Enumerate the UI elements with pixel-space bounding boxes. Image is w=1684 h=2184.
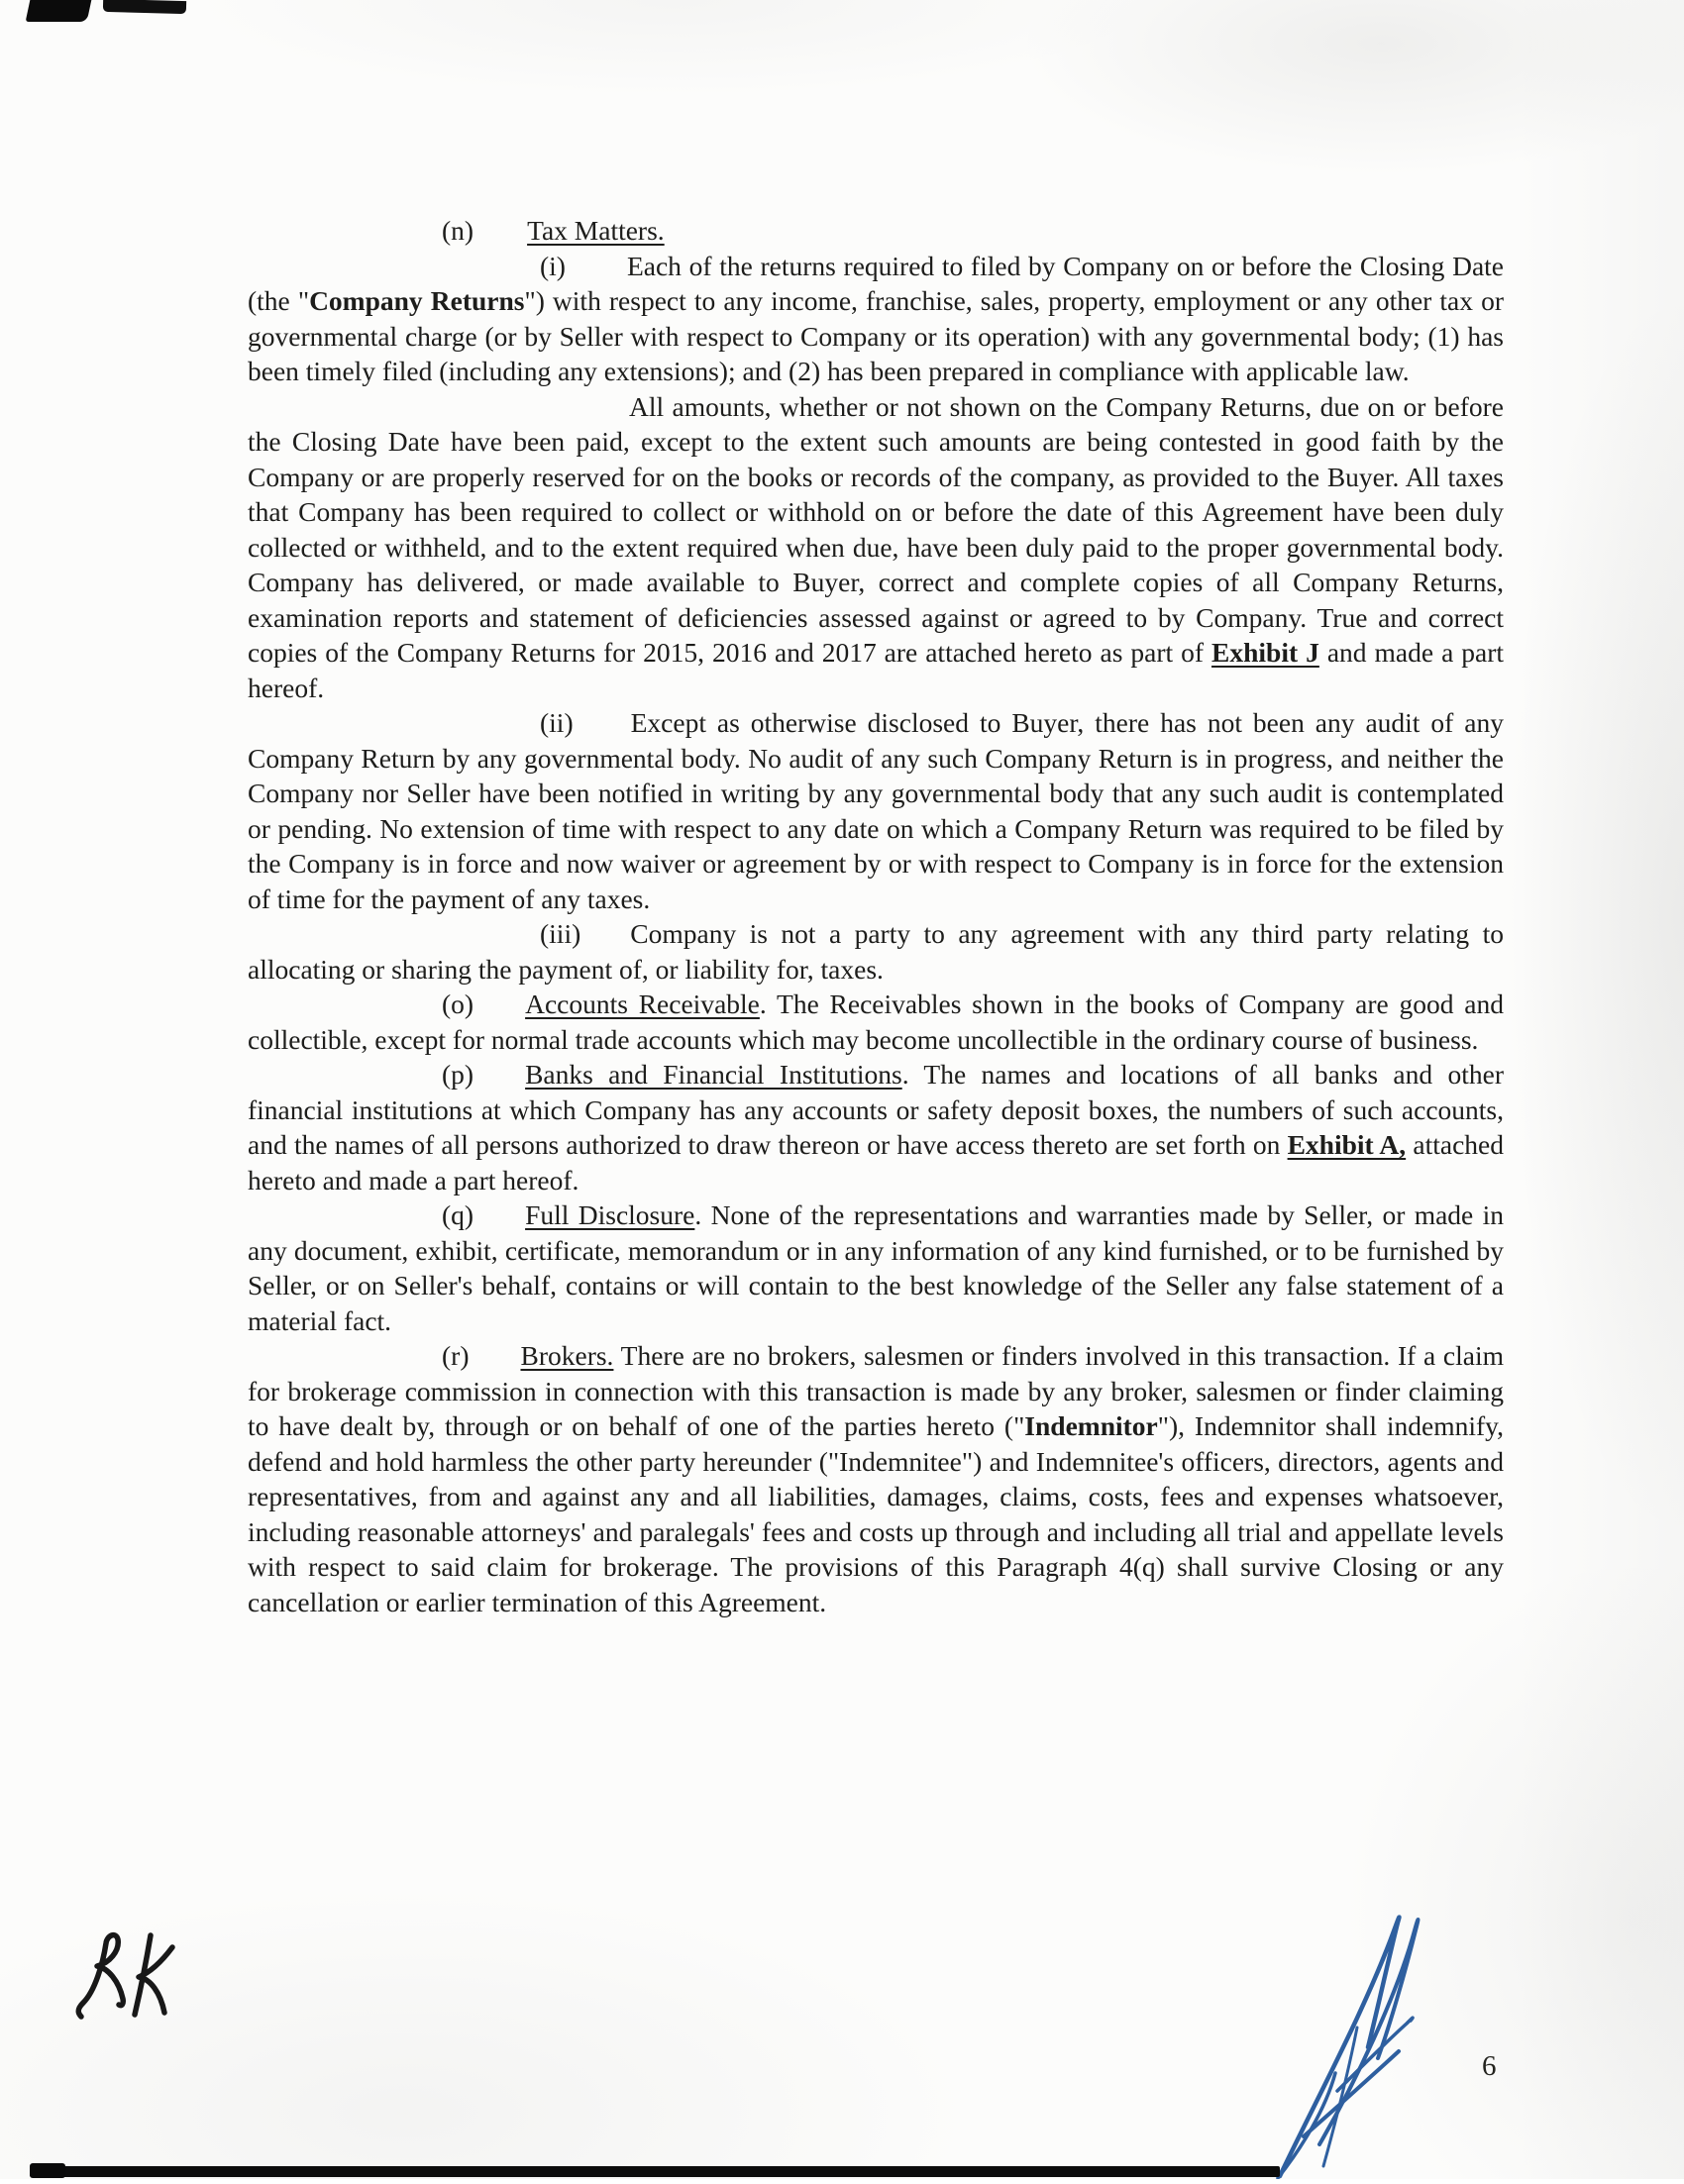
text-run: Each of the returns required to filed by Company on or before the Closing Date (the " xyxy=(248,250,1504,316)
text-run-u: Full Disclosure xyxy=(525,1199,695,1230)
text-run-u: Brokers. xyxy=(520,1340,614,1371)
paragraph-q-full-disclosure xyxy=(248,1197,1504,1338)
tab-spacer xyxy=(474,1012,525,1013)
text-run-u: Banks and Financial Institutions xyxy=(525,1059,902,1090)
handwritten-initials xyxy=(73,1929,187,2028)
paragraph-o-accounts-receivable xyxy=(248,987,1504,1057)
handwritten-signature xyxy=(1226,1818,1449,2179)
paragraph-n-iii xyxy=(248,916,1504,987)
tab-spacer xyxy=(574,731,631,732)
initials-rk-ink xyxy=(73,1929,187,2028)
tab-spacer xyxy=(474,1223,525,1224)
text-run: . The Receivables shown in the books of Company are good and collectible, except for normal trade accounts which may become uncollectible in the ordinary course of business. xyxy=(248,988,1505,1055)
text-run-bu: Exhibit J xyxy=(1211,637,1319,668)
page-number: 6 xyxy=(1482,2050,1497,2082)
text-run: (iii) xyxy=(540,918,581,949)
text-run: (o) xyxy=(442,988,474,1019)
heading-n-tax-matters xyxy=(248,213,1504,249)
tab-spacer xyxy=(474,1083,525,1084)
tab-spacer xyxy=(580,942,630,943)
text-run: and made a part hereof. xyxy=(248,637,1505,703)
tab-spacer xyxy=(474,239,527,240)
text-run: (i) xyxy=(540,250,566,281)
paragraph-n-i-all-amounts xyxy=(248,389,1504,706)
text-run: ") with respect to any income, franchise, sales, property, employment or any other tax or governmental charge (or by Seller with respect to Company or its operation) with any governmental body; (1) has been timely filed (including any extensions); and (2) has been prepared in compliance with applicable law. xyxy=(248,285,1504,386)
text-run: All amounts, whether or not shown on the Company Returns, due on or before the Closing Date have been paid, except to the extent such amounts are being contested in good faith by the Company or are properly reserved for on the books or records of the company, as provided to the Buyer. All taxes that Company has been required to collect or withhold on or before the date of this Agreement have been duly collected or withheld, and to the extent required when due, have been duly paid to the proper governmental body. Company has delivered, or made available to Buyer, correct and complete copies of all Company Returns, examination reports and statement of deficiencies assessed against or agreed to by Company. True and correct copies of the Company Returns for 2015, 2016 and 2017 are attached hereto as part of xyxy=(248,390,1504,668)
scan-artifact-bottom-bar-blob xyxy=(30,2163,65,2178)
text-run: (r) xyxy=(442,1340,470,1371)
paragraph-r-brokers xyxy=(248,1338,1504,1619)
text-run: (p) xyxy=(442,1059,474,1090)
document-body xyxy=(248,213,1504,1619)
text-run: (q) xyxy=(442,1199,474,1230)
text-run: Except as otherwise disclosed to Buyer, there has not been any audit of any Company Return by any governmental body. No audit of any such Company Return is in progress, and neither the Company nor Seller have been notified in writing by any governmental body that any such audit is contemplated or pending. No extension of time with respect to any date on which a Company Return was required to be filed by the Company is in force and now waiver or agreement by or with respect to Company is in force for the extension of time for the payment of any taxes. xyxy=(248,707,1504,914)
text-run: attached hereto and made a part hereof. xyxy=(248,1129,1504,1196)
text-run: (ii) xyxy=(540,707,574,738)
text-run: . None of the representations and warranties made by Seller, or made in any document, exhibit, certificate, memorandum or in any information of any kind furnished, or to be furnished by Seller, or on Seller's behalf, contains or will contain to the best knowledge of the Seller any false statement of a material fact. xyxy=(248,1199,1504,1336)
paragraph-n-i xyxy=(248,249,1504,389)
tab-spacer xyxy=(469,1364,520,1365)
text-run-bu: Exhibit A, xyxy=(1287,1129,1407,1160)
scan-artifact-top-left-mark xyxy=(26,0,92,22)
scan-artifact-bottom-bar xyxy=(30,2166,1280,2177)
text-run: There are no brokers, salesmen or finders involved in this transaction. If a claim for brokerage commission in connection with this transaction is made by any broker, salesmen or finder claiming to have dealt by, through or on behalf of one of the parties hereto (" xyxy=(248,1340,1504,1441)
text-run-u: Accounts Receivable xyxy=(525,988,760,1019)
text-run: Company is not a party to any agreement with any third party relating to allocating or sharing the payment of, or liability for, taxes. xyxy=(248,918,1504,985)
tab-spacer xyxy=(566,274,627,275)
text-run: . The names and locations of all banks and other financial institutions at which Company has any accounts or safety deposit boxes, the numbers of such accounts, and the names of all persons authorized to draw thereon or have access thereto are set forth on xyxy=(248,1059,1504,1160)
scan-artifact-top-left-mark-2 xyxy=(103,0,186,14)
text-run-b: Company Returns xyxy=(309,285,525,316)
paragraph-p-banks xyxy=(248,1057,1504,1197)
text-run-b: Indemnitor xyxy=(1024,1410,1158,1441)
paragraph-n-ii xyxy=(248,705,1504,916)
text-run: "), Indemnitor shall indemnify, defend and hold harmless the other party hereunder ("Indemnitee") and Indemnitee's officers, directors, agents and representatives, from and against any and all liabilities, damages, claims, costs, fees and expenses whatsoever, including reasonable attorneys' and paralegals' fees and costs up through and including all trial and appellate levels with respect to said claim for brokerage. The provisions of this Paragraph 4(q) shall survive Closing or any cancellation or earlier termination of this Agreement. xyxy=(248,1410,1505,1617)
text-run-u: Tax Matters. xyxy=(527,215,665,246)
signature-ink xyxy=(1226,1818,1449,2179)
text-run: (n) xyxy=(442,215,474,246)
